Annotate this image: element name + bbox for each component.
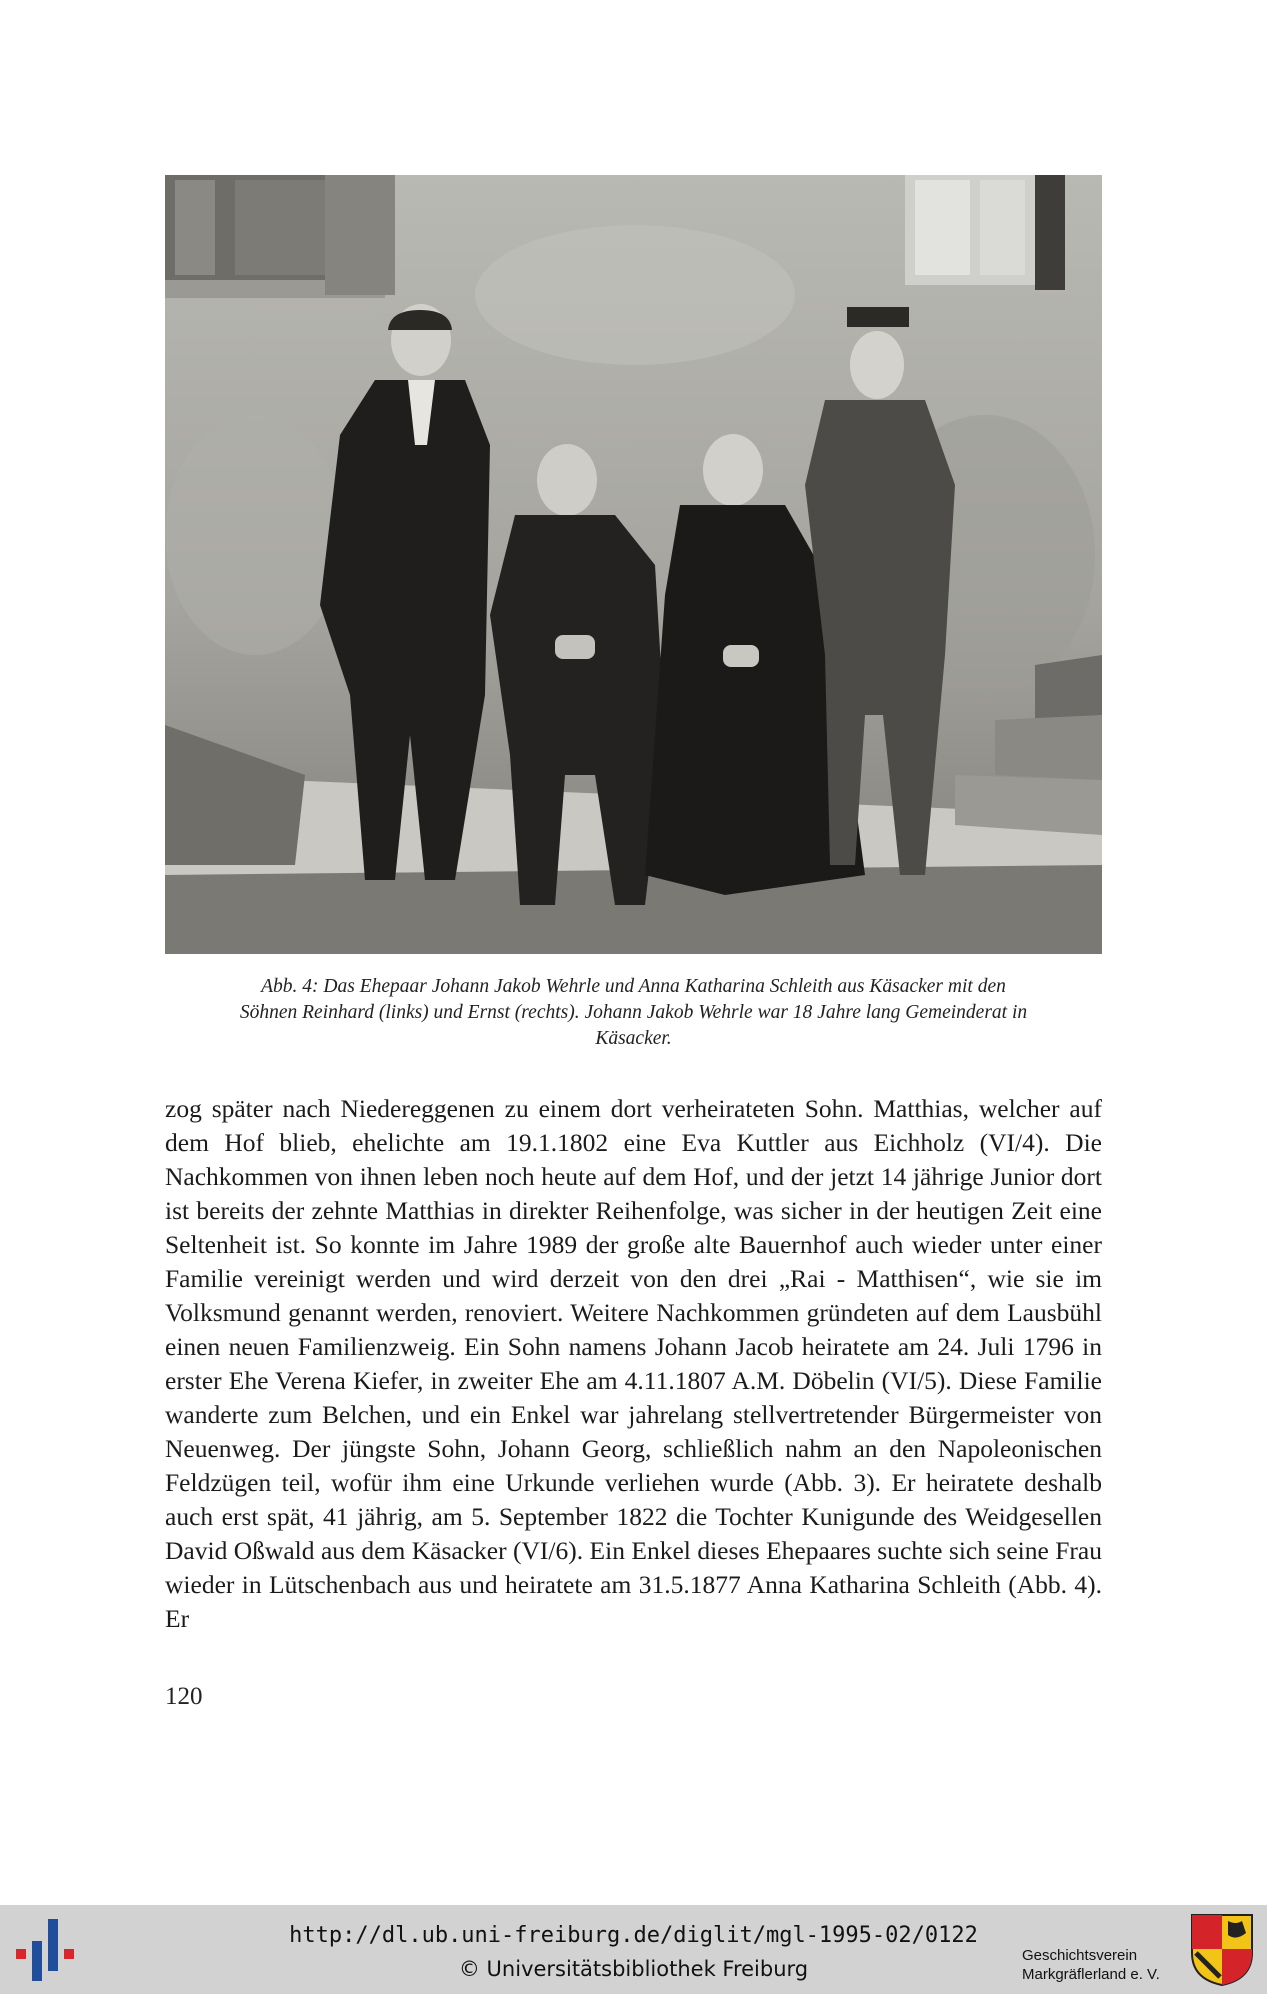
coat-of-arms-icon — [1190, 1913, 1254, 1987]
family-photograph — [165, 175, 1102, 954]
footer-bar — [0, 1905, 1267, 1994]
footer-copyright: © Universitätsbibliothek Freiburg — [458, 1957, 809, 1981]
society-line: Markgräflerland e. V. — [1022, 1966, 1160, 1983]
caption-line: Söhnen Reinhard (links) und Ernst (rechts). Johann Jakob Wehrle war 18 Jahre lang Gemeinderat in — [239, 1002, 1028, 1023]
society-name — [1022, 1946, 1160, 1984]
footer-url-link[interactable]: http://dl.ub.uni-freiburg.de/diglit/mgl-1995-02/0122 — [289, 1923, 978, 1948]
caption-line: Käsacker. — [595, 1028, 672, 1049]
body-paragraph: zog später nach Niedereggenen zu einem dort verheirateten Sohn. Matthias, welcher auf dem Hof blieb, ehelichte am 19.1.1802 eine Eva Kuttler aus Eichholz (VI/4). Die Nachkommen von ihnen leben noch heute auf dem Hof, und der jetzt 14 jährige Junior dort ist bereits der zehnte Matthias in direkter Reihenfolge, was sicher in der heutigen Zeit eine Seltenheit ist. So konnte im Jahre 1989 der große alte Bauernhof auch wieder unter einer Familie vereinigt werden und wird derzeit von den drei „Rai - Matthisen“, wie sie im Volksmund genannt werden, renoviert. Weitere Nachkommen gründeten auf dem Lausbühl einen neuen Familienzweig. Ein Sohn namens Johann Jacob heiratete am 24. Juli 1796 in erster Ehe Verena Kiefer, in zweiter Ehe am 4.11.1807 A.M. Döbelin (VI/5). Diese Familie wanderte zum Belchen, und ein Enkel war jahrelang stellvertretender Bürgermeister von Neuenweg. Der jüngste Sohn, Johann Georg, schließlich nahm an den Napoleonischen Feldzügen teil, wofür ihm eine Urkunde verliehen wurde (Abb. 3). Er heiratete deshalb auch erst spät, 41 jährig, am 5. September 1822 die Tochter Kunigunde des Weidgesellen David Oßwald aus dem Käsacker (VI/6). Ein Enkel dieses Ehepaares suchte sich seine Frau wieder in Lütschenbach aus und heiratete am 31.5.1877 Anna Katharina Schleith (Abb. 4). Er — [165, 1094, 1102, 1633]
caption-line: Abb. 4: Das Ehepaar Johann Jakob Wehrle und Anna Katharina Schleith aus Käsacker mit den — [261, 976, 1006, 997]
society-line: Geschichtsverein — [1022, 1947, 1138, 1964]
page-number: 120 — [165, 1683, 203, 1710]
figure-caption — [165, 974, 1102, 1052]
